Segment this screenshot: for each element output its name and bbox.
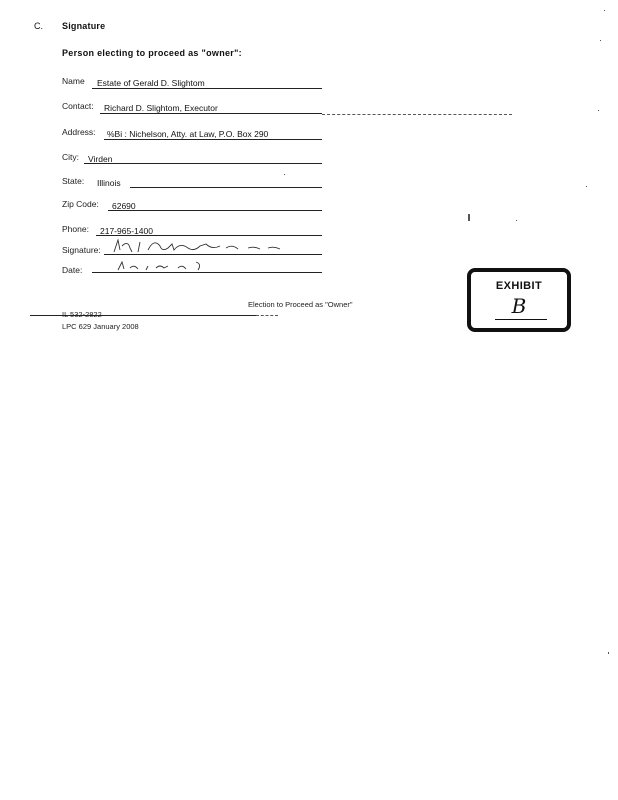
zip-label: Zip Code: [62,199,99,209]
scan-speck [600,40,601,41]
scan-speck [586,186,587,187]
address-label: Address: [62,127,96,137]
signature-line [104,254,322,255]
zip-value: 62690 [112,201,136,211]
section-letter: C. [34,21,43,31]
zip-line [108,210,322,211]
state-label: State: [62,176,85,186]
phone-value: 217-965-1400 [100,226,153,236]
address-value: %Bi : Nichelson, Atty. at Law, P.O. Box 290 [107,129,269,139]
footer-rule [30,315,256,316]
contact-label: Contact: [62,101,94,111]
name-label: Name [62,76,85,86]
scan-speck [468,214,470,221]
date-label: Date: [62,265,83,275]
scan-speck [608,652,609,654]
name-value: Estate of Gerald D. Slightom [97,78,205,88]
form-revision: LPC 629 January 2008 [62,322,139,331]
city-label: City: [62,152,79,162]
scan-speck [516,220,517,221]
city-value: Virden [88,154,113,164]
state-value: Illinois [97,178,121,188]
state-line [130,187,322,188]
signature-label: Signature: [62,245,101,255]
section-title: Signature [62,21,106,31]
exhibit-underline [495,319,547,320]
date-line [92,272,322,273]
phone-label: Phone: [62,224,89,234]
contact-line-dash [322,114,512,115]
city-line [84,163,322,164]
form-code: IL 532-2822 [62,310,102,319]
scan-speck [604,10,605,11]
scan-speck [284,174,285,175]
scan-speck [598,110,599,111]
intro-text: Person electing to proceed as "owner": [62,48,242,58]
footer-rule-dash [256,315,278,316]
exhibit-stamp [467,268,571,332]
name-line [92,88,322,89]
exhibit-letter: B [511,294,527,318]
exhibit-label: EXHIBIT [495,280,543,292]
form-title: Election to Proceed as "Owner" [248,300,353,309]
contact-line [100,113,322,114]
address-line [104,139,322,140]
contact-value: Richard D. Slightom, Executor [104,103,218,113]
